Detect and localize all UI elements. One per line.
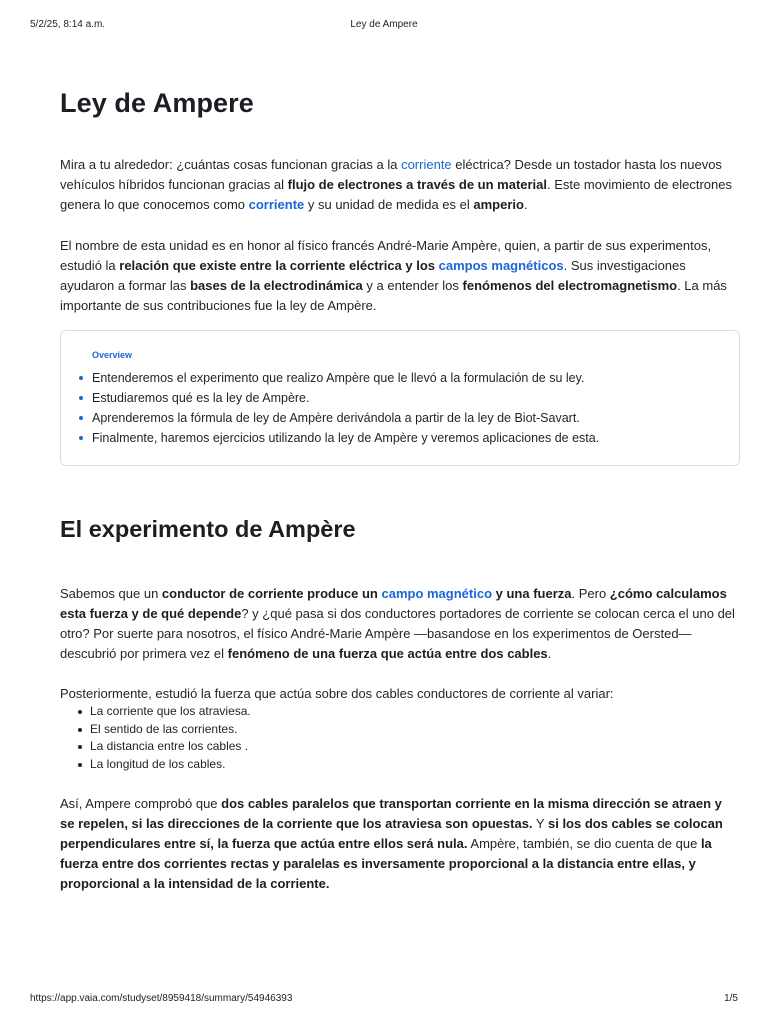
bullet-icon (79, 416, 83, 420)
link-corriente[interactable]: corriente (401, 157, 452, 172)
bullet-icon (79, 396, 83, 400)
overview-box (60, 330, 740, 466)
link-campos-magneticos[interactable]: campos magnéticos (438, 258, 564, 273)
bullet-icon (79, 436, 83, 440)
section-paragraph-1: Sabemos que un conductor de corriente produce un campo magnético y una fuerza. Pero ¿cómo calculamos esta fuerza y de qué depende? y ¿qué pasa si dos conductores portadores de corriente se colocan cerca el uno del otro? Por suerte para nosotros, el físico André-Marie Ampère —basandose en los experimentos de Oersted— descubrió por primera vez el fenómeno de una fuerza que actúa entre dos cables. (60, 586, 735, 661)
bullet-icon (79, 376, 83, 380)
bullet-icon (78, 745, 82, 749)
list-item: La longitud de los cables. (76, 756, 251, 774)
overview-item: Entenderemos el experimento que realizo Ampère que le llevó a la formulación de su ley. (78, 368, 599, 388)
article-content (60, 0, 735, 990)
bullet-icon (78, 728, 82, 732)
list-item: La distancia entre los cables . (76, 738, 251, 756)
section-paragraph-3: Así, Ampere comprobó que dos cables paralelos que transportan corriente en la misma dirección se atraen y se repelen, si las direcciones de la corriente que los atraviesa son opuestas. Y si los dos cables se colocan perpendiculares entre sí, la fuerza que actúa entre ellos será nula. Ampère, también, se dio cuenta de que la fuerza entre dos corrientes rectas y paralelas es inversamente proporcional a la distancia entre ellas, y proporcional a la intensidad de la corriente. (60, 796, 723, 891)
intro-paragraph-2: El nombre de esta unidad es en honor al físico francés André-Marie Ampère, quien, a partir de sus experimentos, estudió la relación que existe entre la corriente eléctrica y los campos magnéticos. Sus investigaciones ayudaron a formar las bases de la electrodinámica y a entender los fenómenos del electromagnetismo. La más importante de sus contribuciones fue la ley de Ampère. (60, 238, 727, 313)
bullet-icon (78, 763, 82, 767)
page-number: 1/5 (724, 993, 738, 1004)
intro-paragraph-1: Mira a tu alrededor: ¿cuántas cosas funcionan gracias a la corriente eléctrica? Desde un tostador hasta los nuevos vehículos híbridos funcionan gracias al flujo de electrones a través de un material. Este movimiento de electrones genera lo que conocemos como corriente y su unidad de medida es el amperio. (60, 157, 732, 212)
link-corriente-bold[interactable]: corriente (248, 197, 305, 212)
list-item: La corriente que los atraviesa. (76, 703, 251, 721)
overview-list (78, 368, 599, 448)
variables-list (76, 703, 251, 773)
print-url[interactable]: https://app.vaia.com/studyset/8959418/summary/54946393 (30, 993, 293, 1004)
print-footer (30, 993, 738, 1007)
list-item: El sentido de las corrientes. (76, 721, 251, 739)
overview-item: Finalmente, haremos ejercicios utilizando la ley de Ampère y veremos aplicaciones de esta. (78, 428, 599, 448)
bullet-icon (78, 710, 82, 714)
section-paragraph-2: Posteriormente, estudió la fuerza que actúa sobre dos cables conductores de corriente al variar: (60, 686, 614, 701)
section-heading: El experimento de Ampère (60, 516, 356, 542)
print-page-title: Ley de Ampere (350, 19, 418, 30)
overview-item: Estudiaremos qué es la ley de Ampère. (78, 388, 599, 408)
link-campo-magnetico[interactable]: campo magnético (381, 586, 493, 601)
print-date: 5/2/25, 8:14 a.m. (30, 19, 106, 30)
overview-label: Overview (92, 350, 133, 360)
page-title: Ley de Ampere (60, 88, 254, 118)
overview-item: Aprenderemos la fórmula de ley de Ampère derivándola a partir de la ley de Biot-Savart. (78, 408, 599, 428)
